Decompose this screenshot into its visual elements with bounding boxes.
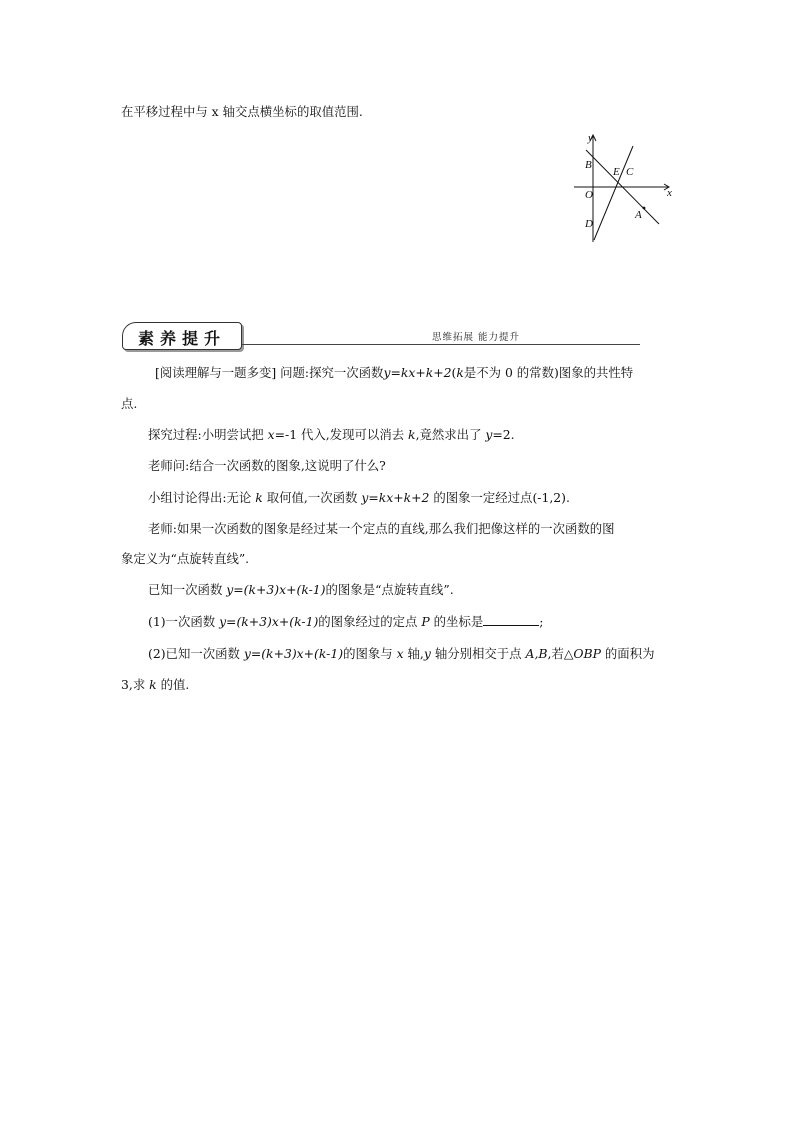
text: 的面积为 (600, 646, 655, 661)
text: 的图象经过的定点 (318, 614, 422, 629)
section-banner (120, 322, 522, 350)
banner-divider (242, 344, 640, 345)
point-c-label: C (626, 166, 634, 178)
text: 的坐标是 (429, 614, 484, 629)
variable-k: k (456, 365, 464, 380)
text: (2)已知一次函数 (148, 646, 244, 661)
equation: y=kx+k+2 (361, 490, 430, 505)
line-d-c (594, 146, 633, 240)
text: 是不为 0 的常数)图象的共性特 (463, 365, 634, 380)
banner-subtitle: 思维拓展 能力提升 (431, 332, 520, 343)
text: ,若△ (547, 646, 574, 661)
variable-k: k (149, 677, 157, 692)
point-a-label: A (635, 209, 642, 221)
variable-k: k (408, 427, 416, 442)
variable-x: x (267, 427, 275, 442)
question-2 (148, 646, 654, 662)
problem-paragraph-3: 老师问:结合一次函数的图象,这说明了什么? (148, 458, 386, 473)
intro-text: 在平移过程中与 x 轴交点横坐标的取值范围. (121, 104, 363, 119)
text: (1)一次函数 (148, 614, 220, 629)
coordinate-figure (568, 130, 680, 245)
equation: y=kx+k+2 (383, 365, 452, 380)
text: 小组讨论得出:无论 (148, 490, 256, 505)
text: =-1 代入,发现可以消去 (274, 427, 409, 442)
point-a (643, 207, 646, 210)
origin-label: O (585, 189, 593, 201)
text: 的图象与 (343, 646, 397, 661)
banner-title: 素养提升 (137, 329, 226, 348)
text: ; (539, 614, 544, 629)
triangle-obp: OBP (573, 646, 601, 661)
question-2-end (121, 677, 189, 693)
text: 的图象是“点旋转直线”. (325, 582, 454, 597)
text: 取何值,一次函数 (262, 490, 362, 505)
banner-title-box (122, 322, 242, 350)
question-1 (148, 614, 543, 630)
problem-paragraph-2 (148, 427, 515, 443)
equation: y=(k+3)x+(k-1) (226, 582, 326, 597)
text: =2. (492, 427, 515, 442)
text: 探究过程:小明尝试把 (148, 427, 268, 442)
variable-p: P (421, 614, 430, 629)
problem-paragraph-5-end: 象定义为“点旋转直线”. (121, 551, 250, 566)
variable-k: k (255, 490, 263, 505)
text: ( (451, 365, 457, 380)
text: 的图象一定经过点(-1,2). (429, 490, 570, 505)
text: 已知一次函数 (148, 582, 227, 597)
text: 3,求 (121, 677, 150, 692)
variable-x: x (396, 646, 404, 661)
point-d-label: D (585, 218, 593, 230)
x-axis-label: x (667, 187, 672, 199)
problem-paragraph-6 (148, 582, 454, 598)
point-b-label: B (585, 159, 592, 171)
problem-paragraph-1 (155, 365, 633, 381)
equation: y=(k+3)x+(k-1) (219, 614, 319, 629)
problem-tag: [阅读理解与一题多变] (155, 365, 277, 380)
text: 轴分别相交于点 (430, 646, 526, 661)
answer-blank[interactable] (483, 614, 539, 626)
text: ,竟然求出了 (415, 427, 486, 442)
variable-y: y (423, 646, 431, 661)
y-axis-label: y (588, 132, 593, 144)
problem-paragraph-5: 老师:如果一次函数的图象是经过某一个定点的直线,那么我们把像这样的一次函数的图 (148, 521, 615, 536)
problem-paragraph-4 (148, 490, 570, 506)
text: 轴, (403, 646, 424, 661)
points-ab: A,B (525, 646, 548, 661)
problem-paragraph-1-end: 点. (121, 396, 138, 411)
text: 问题:探究一次函数 (280, 365, 384, 380)
equation: y=(k+3)x+(k-1) (243, 646, 344, 661)
variable-y: y (485, 427, 493, 442)
text: 的值. (156, 677, 190, 692)
point-e-label: E (613, 166, 620, 178)
